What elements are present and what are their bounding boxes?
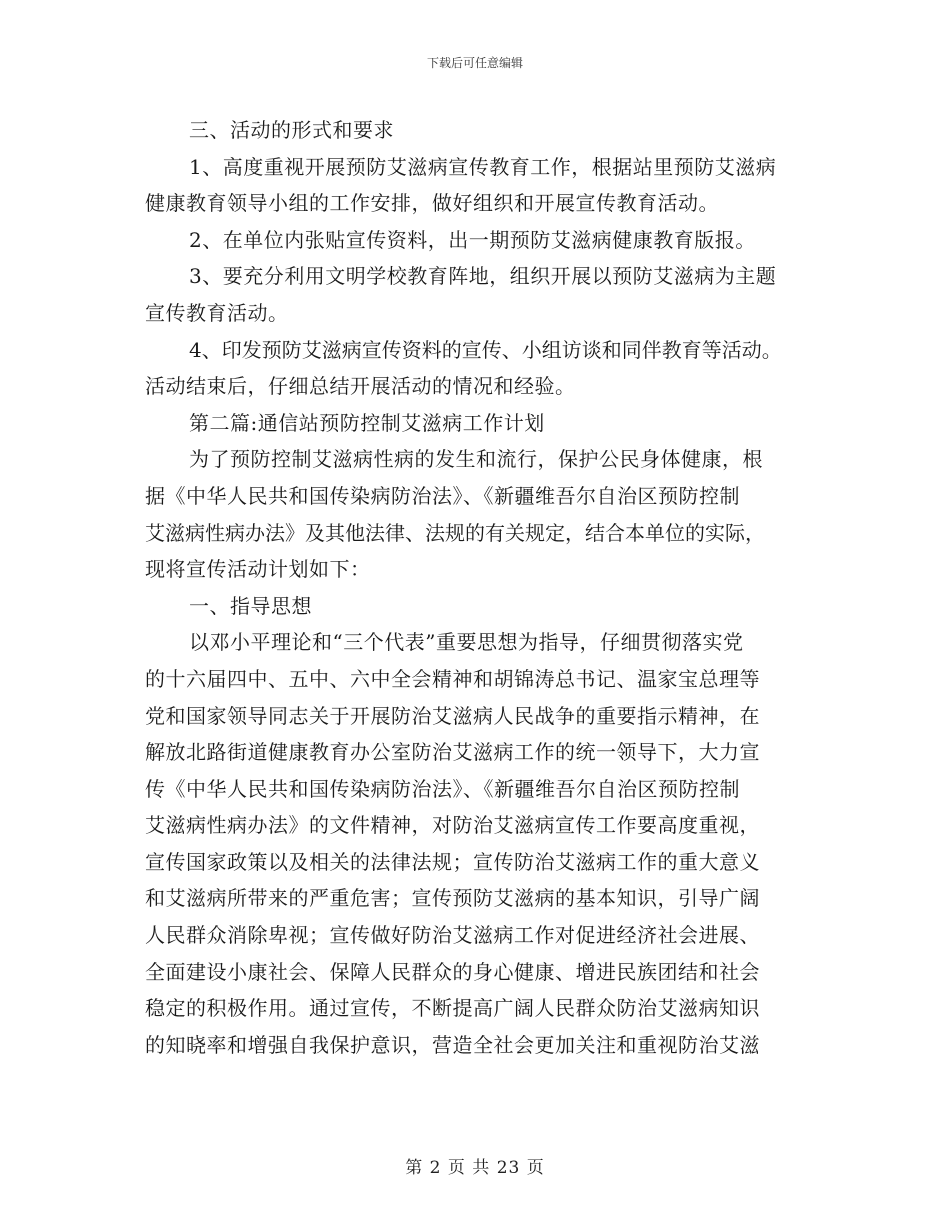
paragraph-line: 稳定的积极作用。通过宣传，不断提高广阔人民群众防治艾滋病知识 [145, 996, 760, 1021]
paragraph-line: 宣传教育活动。 [145, 300, 289, 325]
paragraph-line: 宣传国家政策以及相关的法律法规；宣传防治艾滋病工作的重大意义 [145, 849, 760, 874]
paragraph-line: 艾滋病性病办法》及其他法律、法规的有关规定，结合本单位的实际， [145, 520, 765, 545]
paragraph-line: 为了预防控制艾滋病性病的发生和流行，保护公民身体健康，根 [189, 447, 763, 472]
paragraph-line: 的知晓率和增强自我保护意识，营造全社会更加关注和重视防治艾滋 [145, 1032, 760, 1057]
paragraph-line: 全面建设小康社会、保障人民群众的身心健康、增进民族团结和社会 [145, 959, 760, 984]
paragraph-line: 的十六届四中、五中、六中全会精神和胡锦涛总书记、温家宝总理等 [145, 666, 760, 691]
page-footer: 第 2 页 共 23 页 [405, 1158, 545, 1178]
paragraph-line: 现将宣传活动计划如下： [145, 557, 371, 582]
paragraph-line: 1、高度重视开展预防艾滋病宣传教育工作，根据站里预防艾滋病 [189, 154, 777, 179]
paragraph-line: 党和国家领导同志关于开展防治艾滋病人民战争的重要指示精神，在 [145, 703, 760, 728]
paragraph-line: 活动结束后，仔细总结开展活动的情况和经验。 [145, 374, 576, 399]
paragraph-line: 2、在单位内张贴宣传资料，出一期预防艾滋病健康教育版报。 [189, 227, 756, 252]
section-heading: 一、指导思想 [189, 593, 312, 618]
paragraph-line: 据《中华人民共和国传染病防治法》、《新疆维吾尔自治区预防控制 [145, 483, 740, 508]
paragraph-line: 4、印发预防艾滋病宣传资料的宣传、小组访谈和同伴教育等活动。 [189, 337, 782, 362]
document-body [145, 112, 810, 1063]
paragraph-line: 传《中华人民共和国传染病防治法》、《新疆维吾尔自治区预防控制 [145, 776, 740, 801]
paragraph-line: 三、活动的形式和要求 [189, 118, 394, 142]
paragraph-line: 艾滋病性病办法》的文件精神，对防治艾滋病宣传工作要高度重视， [145, 813, 760, 838]
paragraph-line: 健康教育领导小组的工作安排，做好组织和开展宣传教育活动。 [145, 191, 719, 216]
paragraph-line: 以邓小平理论和“三个代表”重要思想为指导，仔细贯彻落实党 [189, 630, 744, 655]
paragraph-line: 人民群众消除卑视；宣传做好防治艾滋病工作对促进经济社会进展、 [145, 923, 760, 948]
paragraph-line: 和艾滋病所带来的严重危害；宣传预防艾滋病的基本知识，引导广阔 [145, 886, 760, 911]
paragraph-line: 解放北路街道健康教育办公室防治艾滋病工作的统一领导下，大力宣 [145, 740, 760, 765]
paragraph-line: 3、要充分利用文明学校教育阵地，组织开展以预防艾滋病为主题 [189, 264, 777, 289]
section-heading: 第二篇:通信站预防控制艾滋病工作计划 [189, 410, 545, 435]
page-header: 下载后可任意编辑 [426, 56, 523, 70]
